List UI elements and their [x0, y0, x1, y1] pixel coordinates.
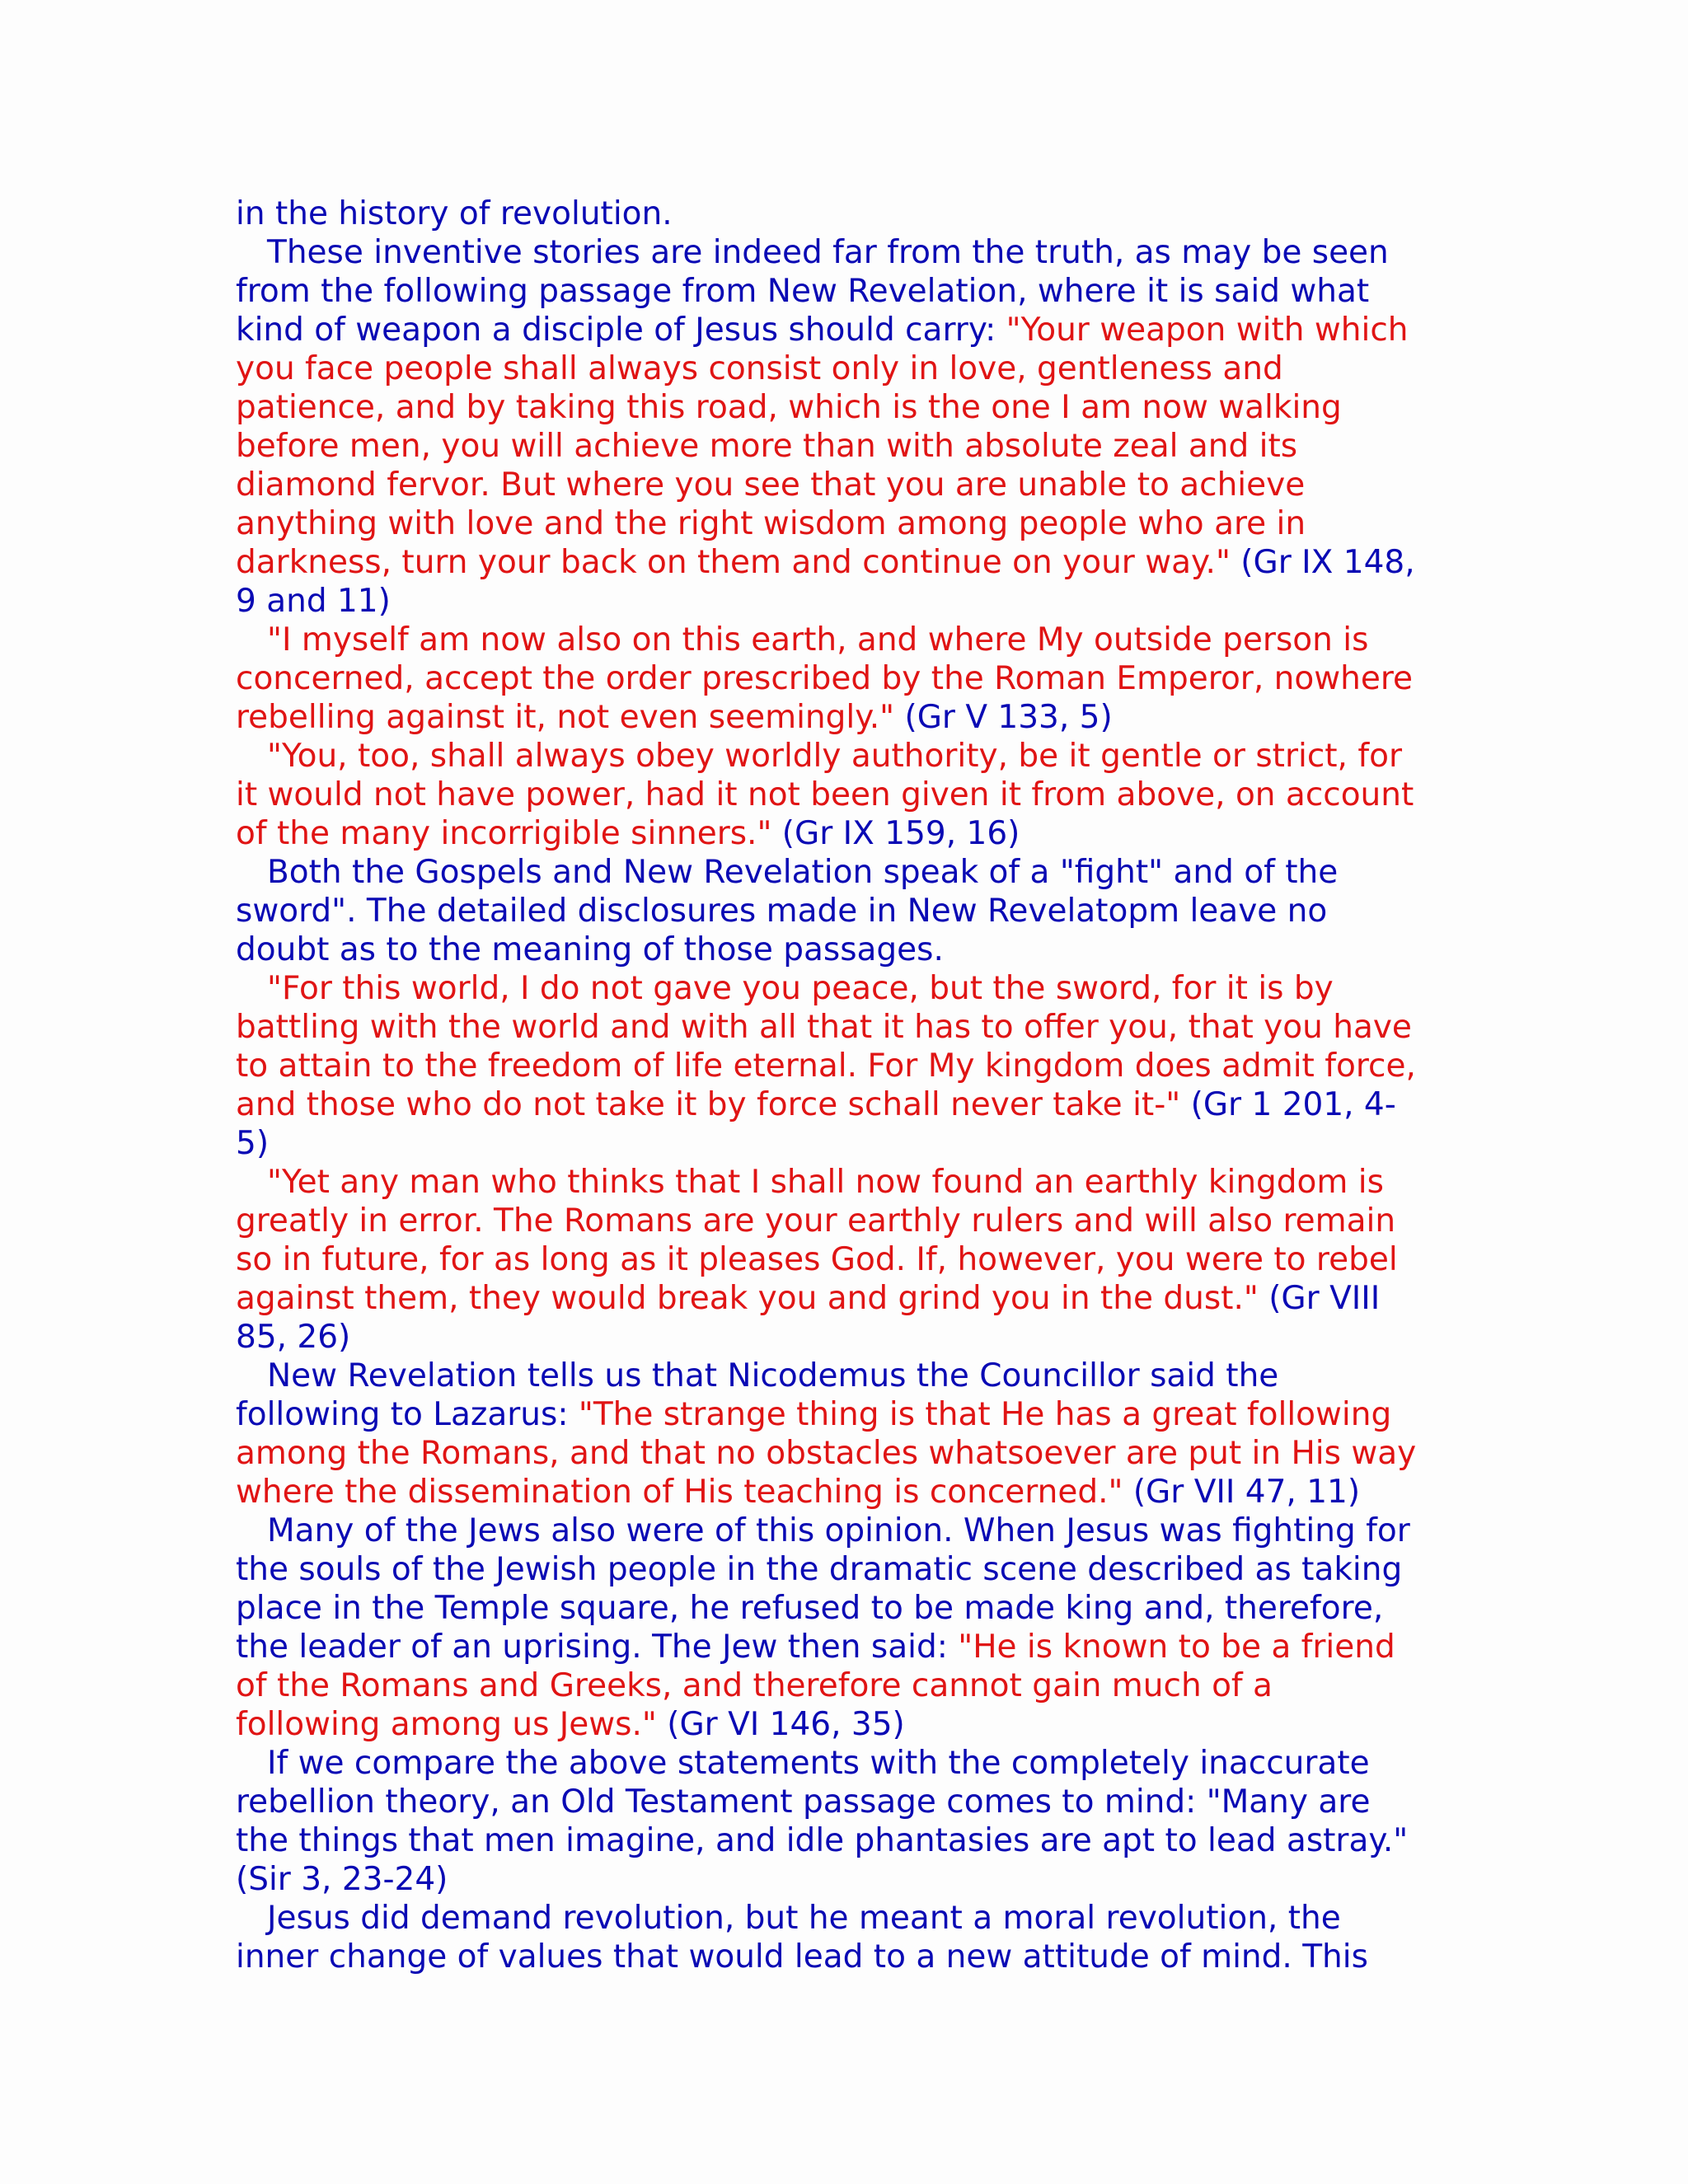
text-line — [236, 582, 1472, 621]
quotation-text: "Yet any man who thinks that I shall now found an earthly kingdom is — [267, 1164, 1384, 1201]
narrative-text: Jesus did demand revolution, but he meant a moral revolution, the — [267, 1900, 1341, 1937]
quotation-text: battling with the world and with all that it has to offer you, that you have — [236, 1009, 1412, 1046]
paragraph-start-line — [236, 969, 1472, 1008]
citation-text: 9 and 11) — [236, 583, 391, 620]
text-line — [236, 1550, 1472, 1589]
paragraph-start-line — [236, 233, 1472, 272]
quotation-text: before men, you will achieve more than with absolute zeal and its — [236, 428, 1298, 465]
text-line — [236, 504, 1472, 543]
text-line — [236, 543, 1472, 582]
citation-text: (Gr VIII — [1258, 1280, 1381, 1317]
text-line — [236, 272, 1472, 311]
quotation-text: diamond fervor. But where you see that you are unable to achieve — [236, 466, 1306, 504]
body-text — [236, 194, 1472, 1976]
citation-text: 85, 26) — [236, 1319, 351, 1356]
citation-text: (Gr IX 148, — [1230, 544, 1415, 581]
text-line — [236, 466, 1472, 504]
text-line — [236, 388, 1472, 427]
text-line — [236, 892, 1472, 930]
narrative-text: the things that men imagine, and idle phantasies are apt to lead astray." — [236, 1822, 1409, 1859]
quotation-text: "Your weapon with which — [1006, 312, 1409, 349]
text-line — [236, 1705, 1472, 1744]
quotation-text: to attain to the freedom of life eternal. For My kingdom does admit force, — [236, 1047, 1416, 1085]
text-line — [236, 311, 1472, 349]
text-line — [236, 1240, 1472, 1279]
paragraph-start-line — [236, 737, 1472, 776]
narrative-text: Many of the Jews also were of this opinion. When Jesus was fighting for — [267, 1512, 1410, 1549]
text-line — [236, 349, 1472, 388]
narrative-text: the leader of an uprising. The Jew then said: — [236, 1629, 959, 1666]
narrative-text: New Revelation tells us that Nicodemus the Councillor said the — [267, 1357, 1279, 1394]
text-line — [236, 776, 1472, 814]
quotation-text: it would not have power, had it not been given it from above, on account — [236, 776, 1414, 813]
narrative-text: If we compare the above statements with the completely inaccurate — [267, 1745, 1370, 1782]
citation-text: (Gr IX 159, 16) — [771, 815, 1020, 852]
text-line — [236, 1047, 1472, 1085]
text-line — [236, 1124, 1472, 1163]
narrative-text: from the following passage from New Revelation, where it is said what — [236, 273, 1370, 310]
text-line — [236, 930, 1472, 969]
quotation-text: you face people shall always consist only in love, gentleness and — [236, 350, 1283, 387]
text-line — [236, 1318, 1472, 1357]
quotation-text: where the dissemination of His teaching is concerned." — [236, 1474, 1123, 1511]
citation-text: (Gr 1 201, 4- — [1180, 1086, 1396, 1123]
quotation-text: and those who do not take it by force schall never take it-" — [236, 1086, 1181, 1123]
quotation-text: against them, they would break you and grind you in the dust." — [236, 1280, 1259, 1317]
quotation-text: anything with love and the right wisdom among people who are in — [236, 505, 1306, 542]
quotation-text: of the many incorrigible sinners." — [236, 815, 772, 852]
text-line — [236, 1589, 1472, 1628]
narrative-text: kind of weapon a disciple of Jesus should carry: — [236, 312, 1006, 349]
narrative-text: rebellion theory, an Old Testament passage comes to mind: "Many are — [236, 1783, 1371, 1821]
text-line — [236, 1434, 1472, 1473]
quotation-text: patience, and by taking this road, which is the one I am now walking — [236, 389, 1342, 426]
paragraph-start-line — [236, 1163, 1472, 1202]
paragraph-start-line — [236, 1744, 1472, 1783]
narrative-text: in the history of revolution. — [236, 195, 673, 232]
text-line — [236, 427, 1472, 466]
quotation-text: so in future, for as long as it pleases God. If, however, you were to rebel — [236, 1241, 1398, 1278]
text-line — [236, 1666, 1472, 1705]
text-line — [236, 1279, 1472, 1318]
narrative-text: Both the Gospels and New Revelation speak of a "fight" and of the — [267, 854, 1339, 891]
text-line — [236, 1008, 1472, 1047]
text-line — [236, 814, 1472, 853]
text-line — [236, 194, 1472, 233]
quotation-text: rebelling against it, not even seemingly." — [236, 699, 895, 736]
quotation-text: of the Romans and Greeks, and therefore cannot gain much of a — [236, 1667, 1273, 1704]
quotation-text: concerned, accept the order prescribed by the Roman Emperor, nowhere — [236, 660, 1413, 697]
narrative-text: following to Lazarus: — [236, 1396, 579, 1433]
paragraph-start-line — [236, 1899, 1472, 1938]
quotation-text: "I myself am now also on this earth, and where My outside person is — [267, 621, 1369, 658]
narrative-text: These inventive stories are indeed far from the truth, as may be seen — [267, 234, 1389, 271]
narrative-text: the souls of the Jewish people in the dramatic scene described as taking — [236, 1551, 1403, 1588]
citation-text: (Sir 3, 23-24) — [236, 1861, 448, 1898]
citation-text: 5) — [236, 1125, 270, 1162]
quotation-text: "He is known to be a friend — [958, 1629, 1395, 1666]
narrative-text: doubt as to the meaning of those passages. — [236, 931, 944, 968]
text-line — [236, 659, 1472, 698]
paragraph-start-line — [236, 1511, 1472, 1550]
quotation-text: darkness, turn your back on them and continue on your way." — [236, 544, 1231, 581]
quotation-text: "You, too, shall always obey worldly authority, be it gentle or strict, for — [267, 738, 1402, 775]
paragraph-start-line — [236, 621, 1472, 659]
text-line — [236, 1395, 1472, 1434]
text-line — [236, 698, 1472, 737]
quotation-text: "The strange thing is that He has a great following — [578, 1396, 1392, 1433]
narrative-text: inner change of values that would lead to a new attitude of mind. This — [236, 1938, 1368, 1975]
text-line — [236, 1860, 1472, 1899]
text-line — [236, 1473, 1472, 1511]
text-line — [236, 1821, 1472, 1860]
text-line — [236, 1202, 1472, 1240]
quotation-text: among the Romans, and that no obstacles whatsoever are put in His way — [236, 1435, 1417, 1472]
citation-text: (Gr VI 146, 35) — [656, 1706, 905, 1743]
quotation-text: greatly in error. The Romans are your earthly rulers and will also remain — [236, 1202, 1396, 1240]
paragraph-start-line — [236, 853, 1472, 892]
quotation-text: "For this world, I do not gave you peace, but the sword, for it is by — [267, 970, 1334, 1007]
narrative-text: place in the Temple square, he refused to be made king and, therefore, — [236, 1590, 1384, 1627]
narrative-text: sword". The detailed disclosures made in New Revelatopm leave no — [236, 893, 1328, 930]
text-line — [236, 1628, 1472, 1666]
text-line — [236, 1085, 1472, 1124]
text-line — [236, 1783, 1472, 1821]
citation-text: (Gr V 133, 5) — [894, 699, 1113, 736]
citation-text: (Gr VII 47, 11) — [1123, 1474, 1361, 1511]
text-line — [236, 1938, 1472, 1976]
quotation-text: following among us Jews." — [236, 1706, 657, 1743]
paragraph-start-line — [236, 1357, 1472, 1395]
